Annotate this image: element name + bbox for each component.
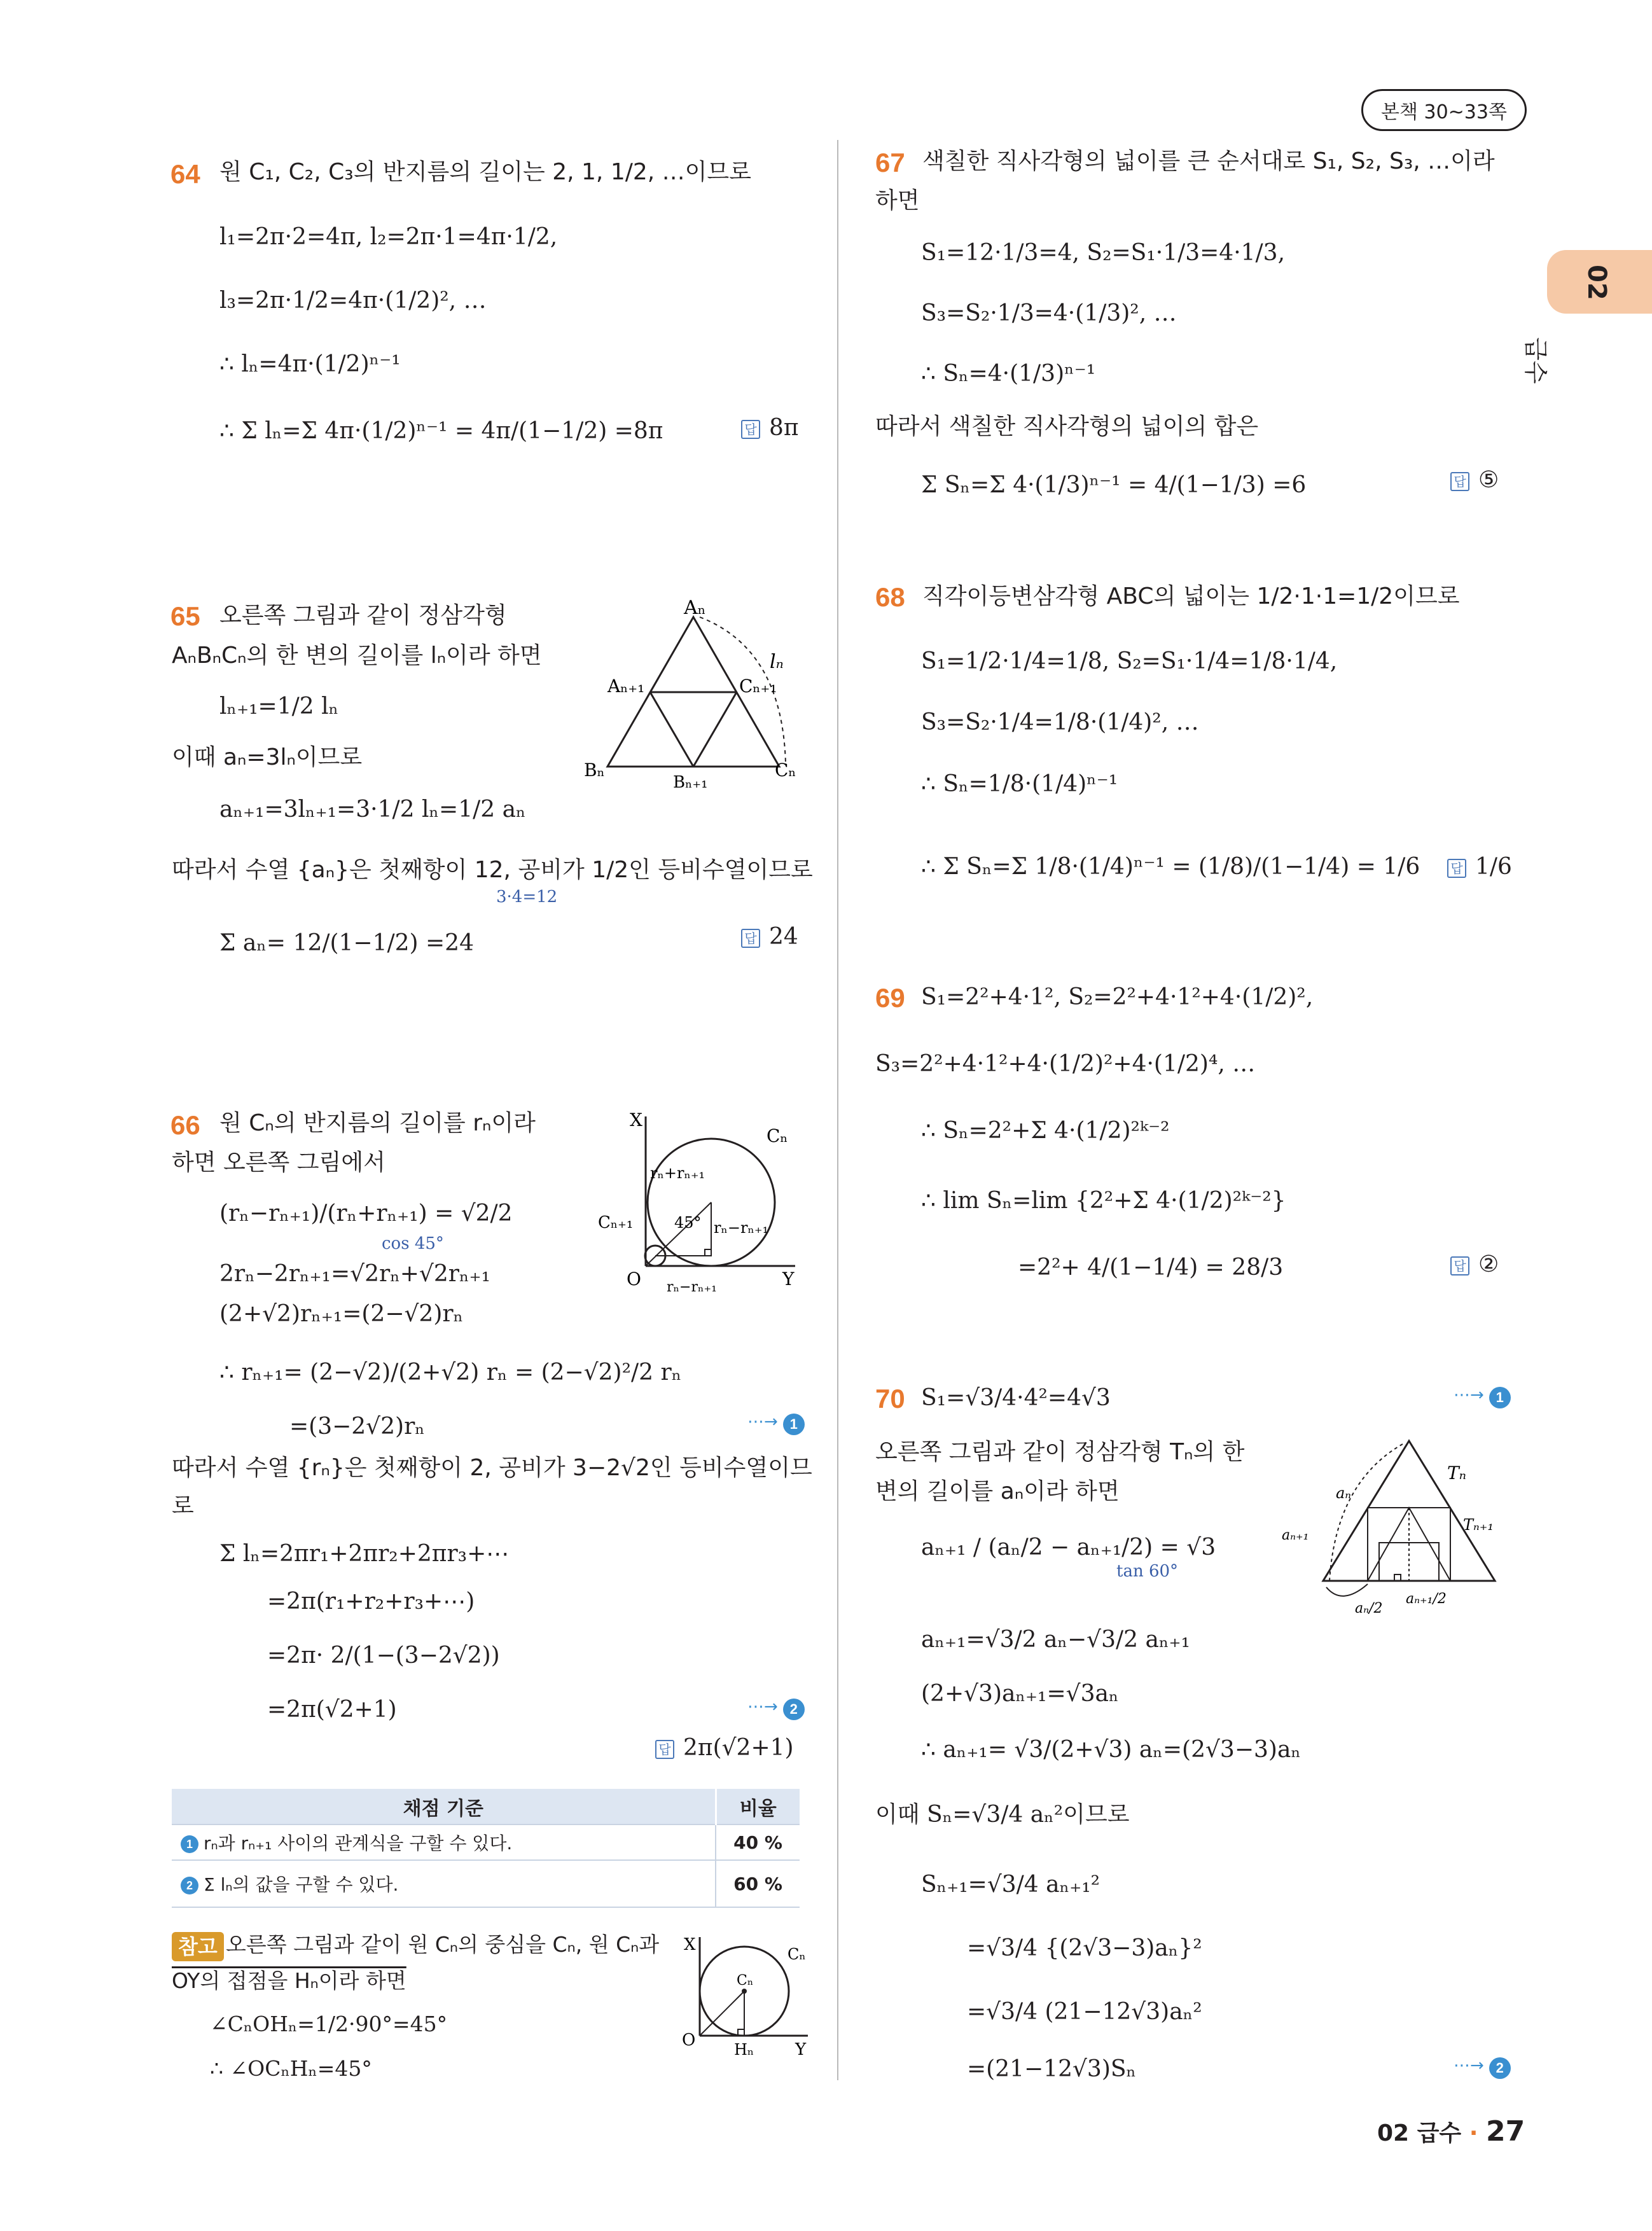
fig66-label-o: O (627, 1268, 641, 1289)
problem-number-70: 70 (875, 1384, 905, 1414)
p68-line-2: S₁=1/2·1/4=1/8, S₂=S₁·1/4=1/8·1/4, (921, 648, 1338, 674)
p65-note: 3·4=12 (496, 887, 558, 907)
p67-line-6: 따라서 색칠한 직사각형의 넓이의 합은 (875, 414, 1259, 440)
table-cell-criterion (172, 1824, 716, 1860)
page-reference-label: 본책 30~33쪽 (1381, 101, 1507, 123)
p68-line-4: ∴ Sₙ=1/8·(1/4)ⁿ⁻¹ (921, 771, 1118, 797)
p69-line-4: ∴ lim Sₙ=lim {2²+Σ 4·(1/2)²ᵏ⁻²} (921, 1188, 1286, 1214)
p69-line-1: S₁=2²+4·1², S₂=2²+4·1²+4·(1/2)², (921, 984, 1314, 1010)
fig65-label-cn: Cₙ (775, 760, 796, 781)
p65-line-5: aₙ₊₁=3lₙ₊₁=3·1/2 lₙ=1/2 aₙ (219, 796, 526, 823)
problem-number-65: 65 (170, 601, 200, 631)
p67-answer-value: ⑤ (1478, 467, 1499, 493)
mark-arrow: ⋯→ (747, 1412, 778, 1431)
p70-mark-2 (1454, 2056, 1511, 2079)
mark-circle-2: 2 (1489, 2057, 1511, 2079)
note-line-4: ∴ ∠OCₙHₙ=45° (210, 2056, 372, 2081)
table-cell-ratio: 60 % (716, 1860, 800, 1907)
p65-line-1: 오른쪽 그림과 같이 정삼각형 (219, 602, 507, 629)
note-line-1: 오른쪽 그림과 같이 원 Cₙ의 중심을 Cₙ, 원 Cₙ과 (226, 1932, 660, 1957)
p66-answer-value: 2π(√2+1) (683, 1735, 794, 1761)
answer-badge: 답 (1450, 1256, 1469, 1275)
footer-chapter: 02 급수 (1377, 2120, 1462, 2146)
p67-line-3: S₁=12·1/3=4, S₂=S₁·1/3=4·1/3, (921, 240, 1286, 266)
fig-note-cn: Cₙ (788, 1945, 806, 1963)
p66-mark-1 (747, 1412, 805, 1435)
scoring-table-header (172, 1789, 800, 1824)
fig-note-cn-center: Cₙ (737, 1973, 754, 1989)
p70-line-10: =√3/4 {(2√3−3)aₙ}² (967, 1935, 1202, 1961)
fig65-label-bn1: Bₙ₊₁ (673, 773, 708, 789)
table-row (172, 1860, 800, 1907)
p66-line-1: 원 Cₙ의 반지름의 길이를 rₙ이라 (219, 1110, 536, 1136)
fig-note-x: X (684, 1935, 696, 1954)
p66-line-11: =2π(r₁+r₂+r₃+⋯) (267, 1588, 475, 1615)
fig65-label-bn: Bₙ (584, 760, 605, 781)
p70-line-7: ∴ aₙ₊₁= √3/(2+√3) aₙ=(2√3−3)aₙ (921, 1737, 1301, 1763)
p65-line-7: Σ aₙ= 12/(1−1/2) =24 (219, 930, 474, 956)
p70-mark-1 (1454, 1386, 1511, 1408)
fig66-label-x: X (630, 1109, 642, 1130)
page-reference (1361, 89, 1527, 131)
p68-line-5: ∴ Σ Sₙ=Σ 1/8·(1/4)ⁿ⁻¹ = (1/8)/(1−1/4) = 1/6 (921, 854, 1420, 880)
answer-badge: 답 (1447, 859, 1466, 878)
table-cell-ratio: 40 % (716, 1824, 800, 1860)
p66-line-6: ∴ rₙ₊₁= (2−√2)/(2+√2) rₙ = (2−√2)²/2 rₙ (219, 1359, 682, 1386)
fig66-label-diff2: rₙ−rₙ₊₁ (667, 1279, 717, 1295)
row-mark: 1 (181, 1835, 198, 1853)
p64-line-4: ∴ lₙ=4π·(1/2)ⁿ⁻¹ (219, 351, 401, 377)
footer-dot: · (1469, 2120, 1478, 2146)
answer-badge: 답 (741, 929, 760, 948)
table-cell-criterion (172, 1860, 716, 1907)
fig70-label-an: aₙ (1336, 1484, 1352, 1502)
p66-line-3: (rₙ−rₙ₊₁)/(rₙ+rₙ₊₁) = √2/2 (219, 1200, 513, 1227)
note-box (172, 1931, 224, 1960)
p69-line-3: ∴ Sₙ=2²+Σ 4·(1/2)²ᵏ⁻² (921, 1118, 1170, 1144)
p66-note: cos 45° (382, 1234, 444, 1253)
p65-answer-value: 24 (769, 924, 798, 950)
note-line-2: OY의 접점을 Hₙ이라 하면 (172, 1968, 406, 1993)
fig65-label-an1: Aₙ₊₁ (607, 676, 645, 697)
p70-line-11: =√3/4 (21−12√3)aₙ² (967, 1999, 1202, 2025)
chapter-tab-number: 02 (1581, 265, 1611, 300)
table-header-criterion: 채점 기준 (172, 1789, 716, 1824)
mark-circle-1: 1 (783, 1414, 805, 1435)
mark-circle-2: 2 (783, 1699, 805, 1720)
p66-line-5: (2+√2)rₙ₊₁=(2−√2)rₙ (219, 1301, 464, 1327)
p68-line-3: S₃=S₂·1/4=1/8·(1/4)², … (921, 709, 1199, 735)
p69-line-5: =2²+ 4/(1−1/4) = 28/3 (1018, 1255, 1284, 1281)
p65-answer (741, 926, 798, 949)
p70-line-2: 오른쪽 그림과 같이 정삼각형 Tₙ의 한 (875, 1439, 1245, 1465)
p65-line-6: 따라서 수열 {aₙ}은 첫째항이 12, 공비가 1/2인 등비수열이므로 (172, 857, 813, 883)
p66-line-12: =2π· 2/(1−(3−2√2)) (267, 1643, 500, 1669)
p67-line-5: ∴ Sₙ=4·(1/3)ⁿ⁻¹ (921, 361, 1096, 387)
problem-number-68: 68 (875, 582, 905, 612)
answer-badge: 답 (741, 420, 760, 439)
fig70-label-tn: Tₙ (1447, 1463, 1467, 1484)
p67-line-2: 하면 (875, 188, 920, 214)
table-row (172, 1824, 800, 1860)
mark-arrow: ⋯→ (747, 1697, 778, 1716)
mark-arrow: ⋯→ (1454, 2056, 1484, 2075)
problem-number-67: 67 (875, 148, 905, 177)
p69-line-2: S₃=2²+4·1²+4·(1/2)²+4·(1/2)⁴, … (875, 1051, 1256, 1077)
p67-answer (1450, 469, 1499, 492)
p70-triangle-figure (1279, 1431, 1514, 1629)
p69-answer-value: ② (1478, 1251, 1499, 1277)
column-divider (837, 140, 838, 2080)
p69-answer (1450, 1253, 1499, 1276)
scoring-table (172, 1789, 800, 1908)
p66-line-13: =2π(√2+1) (267, 1697, 397, 1723)
row-criterion: rₙ과 rₙ₊₁ 사이의 관계식을 구할 수 있다. (204, 1833, 513, 1854)
fig70-label-tn1: Tₙ₊₁ (1463, 1516, 1494, 1534)
p70-line-9: Sₙ₊₁=√3/4 aₙ₊₁² (921, 1872, 1100, 1898)
footer-page-number: 27 (1485, 2115, 1525, 2148)
problem-number-64: 64 (170, 159, 200, 189)
note-tag: 참고 (172, 1932, 224, 1961)
p66-line-7: =(3−2√2)rₙ (289, 1414, 425, 1440)
p66-line-9: 로 (172, 1493, 194, 1519)
fig66-label-45: 45° (674, 1214, 702, 1232)
p67-line-7: Σ Sₙ=Σ 4·(1/3)ⁿ⁻¹ = 4/(1−1/3) =6 (921, 472, 1307, 498)
fig65-label-an: Aₙ (684, 598, 706, 619)
p66-circles-figure (592, 1107, 808, 1298)
p70-line-3: 변의 길이를 aₙ이라 하면 (875, 1478, 1120, 1505)
note-figure (674, 1931, 814, 2058)
problem-number-69: 69 (875, 983, 905, 1013)
answer-badge: 답 (1450, 472, 1469, 491)
fig-note-o: O (682, 2031, 696, 2050)
p70-line-6: (2+√3)aₙ₊₁=√3aₙ (921, 1681, 1119, 1707)
fig66-label-cn1: Cₙ₊₁ (598, 1213, 634, 1232)
p70-line-1: S₁=√3/4·4²=4√3 (921, 1385, 1111, 1411)
fig-note-hn: Hₙ (734, 2041, 754, 2058)
chapter-tab-title: 급수 (1522, 337, 1550, 384)
p64-line-3: l₃=2π·1/2=4π·(1/2)², … (219, 288, 487, 314)
p66-line-2: 하면 오른쪽 그림에서 (172, 1150, 385, 1176)
p65-line-2: AₙBₙCₙ의 한 변의 길이를 lₙ이라 하면 (172, 643, 542, 669)
p65-line-4: 이때 aₙ=3lₙ이므로 (172, 744, 363, 770)
p68-answer-value: 1/6 (1475, 854, 1512, 880)
p64-line-1: 원 C₁, C₂, C₃의 반지름의 길이는 2, 1, 1/2, …이므로 (219, 159, 751, 185)
p66-line-8: 따라서 수열 {rₙ}은 첫째항이 2, 공비가 3−2√2인 등비수열이므 (172, 1455, 812, 1481)
p64-line-2: l₁=2π·2=4π, l₂=2π·1=4π·1/2, (219, 224, 558, 250)
table-header-ratio: 비율 (716, 1789, 800, 1824)
chapter-tab[interactable] (1547, 250, 1652, 314)
fig70-label-half-an: aₙ/2 (1355, 1601, 1383, 1616)
p70-line-5: aₙ₊₁=√3/2 aₙ−√3/2 aₙ₊₁ (921, 1627, 1190, 1653)
fig66-label-y: Y (782, 1268, 795, 1289)
answer-badge: 답 (655, 1740, 674, 1759)
fig66-label-cn: Cₙ (767, 1125, 788, 1146)
p64-line-5: ∴ Σ lₙ=Σ 4π·(1/2)ⁿ⁻¹ = 4π/(1−1/2) =8π (219, 418, 663, 444)
note-line-3: ∠CₙOHₙ=1/2·90°=45° (210, 2012, 448, 2036)
fig66-label-sum: rₙ+rₙ₊₁ (650, 1164, 705, 1182)
p70-line-12: =(21−12√3)Sₙ (967, 2056, 1137, 2082)
p65-line-3: lₙ₊₁=1/2 lₙ (219, 693, 339, 719)
page-footer (1377, 2115, 1525, 2148)
p64-answer-value: 8π (769, 415, 799, 441)
p65-triangle-figure (573, 598, 814, 789)
row-mark: 2 (181, 1877, 198, 1894)
p70-note: tan 60° (1116, 1562, 1179, 1581)
mark-arrow: ⋯→ (1454, 1386, 1484, 1405)
p66-line-4: 2rₙ−2rₙ₊₁=√2rₙ+√2rₙ₊₁ (219, 1261, 490, 1287)
p68-answer (1447, 856, 1512, 879)
p66-line-10: Σ lₙ=2πr₁+2πr₂+2πr₃+⋯ (219, 1541, 510, 1567)
row-criterion: Σ lₙ의 값을 구할 수 있다. (204, 1874, 399, 1895)
p66-mark-2 (747, 1697, 805, 1720)
p67-line-1: 색칠한 직사각형의 넓이를 큰 순서대로 S₁, S₂, S₃, …이라 (922, 148, 1495, 174)
fig65-label-ln: lₙ (770, 651, 784, 673)
p64-answer (741, 417, 799, 440)
fig70-label-an1: aₙ₊₁ (1282, 1527, 1309, 1543)
p67-line-4: S₃=S₂·1/3=4·(1/3)², … (921, 300, 1177, 326)
problem-number-66: 66 (170, 1110, 200, 1140)
fig65-label-cn1: Cₙ₊₁ (739, 676, 777, 697)
fig66-label-diff: rₙ−rₙ₊₁ (714, 1219, 769, 1237)
fig70-label-half-an1: aₙ₊₁/2 (1406, 1591, 1447, 1607)
p70-line-4: aₙ₊₁ / (aₙ/2 − aₙ₊₁/2) = √3 (921, 1534, 1216, 1560)
p66-answer (655, 1737, 794, 1760)
mark-circle-1: 1 (1489, 1387, 1511, 1408)
p68-line-1: 직각이등변삼각형 ABC의 넓이는 1/2·1·1=1/2이므로 (922, 583, 1460, 609)
p70-line-8: 이때 Sₙ=√3/4 aₙ²이므로 (875, 1802, 1130, 1828)
fig-note-y: Y (795, 2040, 807, 2058)
